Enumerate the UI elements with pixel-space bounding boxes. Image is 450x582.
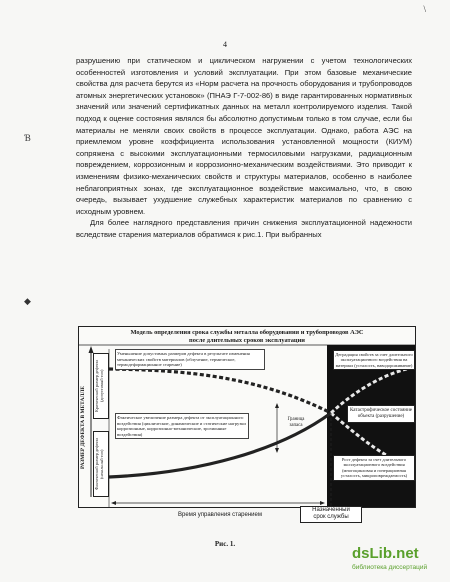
page-number: 4 [223, 40, 227, 49]
long-term-growth-box: Рост дефекта за счет длительного эксплуатационного воздействия (многоцикловая и гонерационная усталость, микроповреждаемость) [333, 455, 415, 481]
service-life-label-line-2: срок службы [313, 514, 349, 521]
property-degradation-box: Уменьшение допустимых размеров дефекта в результате изменения механических свойств материалов (облучение, термическое, термодеформационное старение) [115, 349, 265, 370]
margin-arrowhead-up [275, 403, 279, 408]
figure-diagram [78, 326, 416, 508]
margin-mark-icon: Ɓ [24, 133, 31, 143]
watermark-subtitle: библиотека диссертаций [352, 564, 428, 571]
catastrophic-state-box: Катастрофическое состояние объекта (разрушение) [347, 405, 415, 423]
time-arrowtail [111, 501, 116, 505]
time-axis-label: Время управления старением [178, 512, 262, 518]
y-axis-arrow [89, 346, 94, 353]
margin-arrowhead-down [275, 448, 279, 453]
critical-size-label: Критический размер дефекта (допустимый тип) [93, 353, 109, 419]
time-arrowhead [320, 501, 325, 505]
service-life-label-line-1: Назначенный [312, 507, 350, 513]
long-term-degradation-box: Деградация свойств за счет длительного эксплуатационного воздействия на материал (усталость, наводороживание) [333, 350, 415, 370]
y-axis-label: РАЗМЕР ДЕФЕКТА В МЕТАЛЛЕ [80, 385, 86, 469]
service-life-label [300, 506, 362, 523]
critical-size-curve [109, 369, 331, 413]
safety-margin-label: Граница запаса [287, 417, 305, 428]
body-text [76, 55, 412, 241]
paragraph-1: разрушению при статическом и циклическом нагружении с учетом технологических особенностей изготовления и условий эксплуатации. При этом базовые механические свойства для расчета берутся из «Норм расчета на прочность оборудования и трубопроводов атомных энергетических установок» (ПНАЭ Г-7-002-86) в виде гарантированных нормативных значений или значений сертификатных данных на металл контролируемого изделия. Такой подход к оценке состояния являлся бы абсолютно допустимым только в том случае, если бы материалы не меняли своих свойств в процессе эксплуатации. Однако, работа АЭС на приемлемом уровне коэффициента использования установленной мощности (КИУМ) сопряжена с высокими эксплуатационными термосиловыми нагрузками, радиационным повреждением, коррозионным и коррозионно-механическим воздействиями. Это приводит к изменениям физико-механических свойств и структуры материалов, особенно в наиболее неблагоприятных зонах, где эксплуатационное воздействие максимально, что, в свою очередь, вызывает ухудшение служебных характеристик материалов по сравнению с исходным уровнем. [76, 56, 412, 216]
actual-size-label: Фактический размер дефекта (начальный тип) [93, 431, 109, 497]
figure-title-line-1: Модель определения срока службы металла оборудования и трубопроводов АЭС [130, 329, 364, 336]
figure-title-line-2: после длительных сроков эксплуатации [189, 337, 305, 344]
watermark-logo[interactable]: dsLib.net [352, 545, 419, 562]
paragraph-2: Для более наглядного представления причин снижения эксплуатационной надежности вследствие старения материалов обратимся к рис.1. При выбранных [76, 218, 412, 239]
figure-caption: Рис. 1. [214, 540, 236, 548]
corner-mark: \ [423, 4, 426, 14]
margin-mark-icon: ◆ [24, 296, 31, 306]
defect-growth-box: Фактическое увеличение размера дефекта от эксплуатационного воздействия (циклические, динамические и статические нагрузки коррозионные, коррозионно-механические, эрозионные воздействия) [115, 413, 249, 439]
